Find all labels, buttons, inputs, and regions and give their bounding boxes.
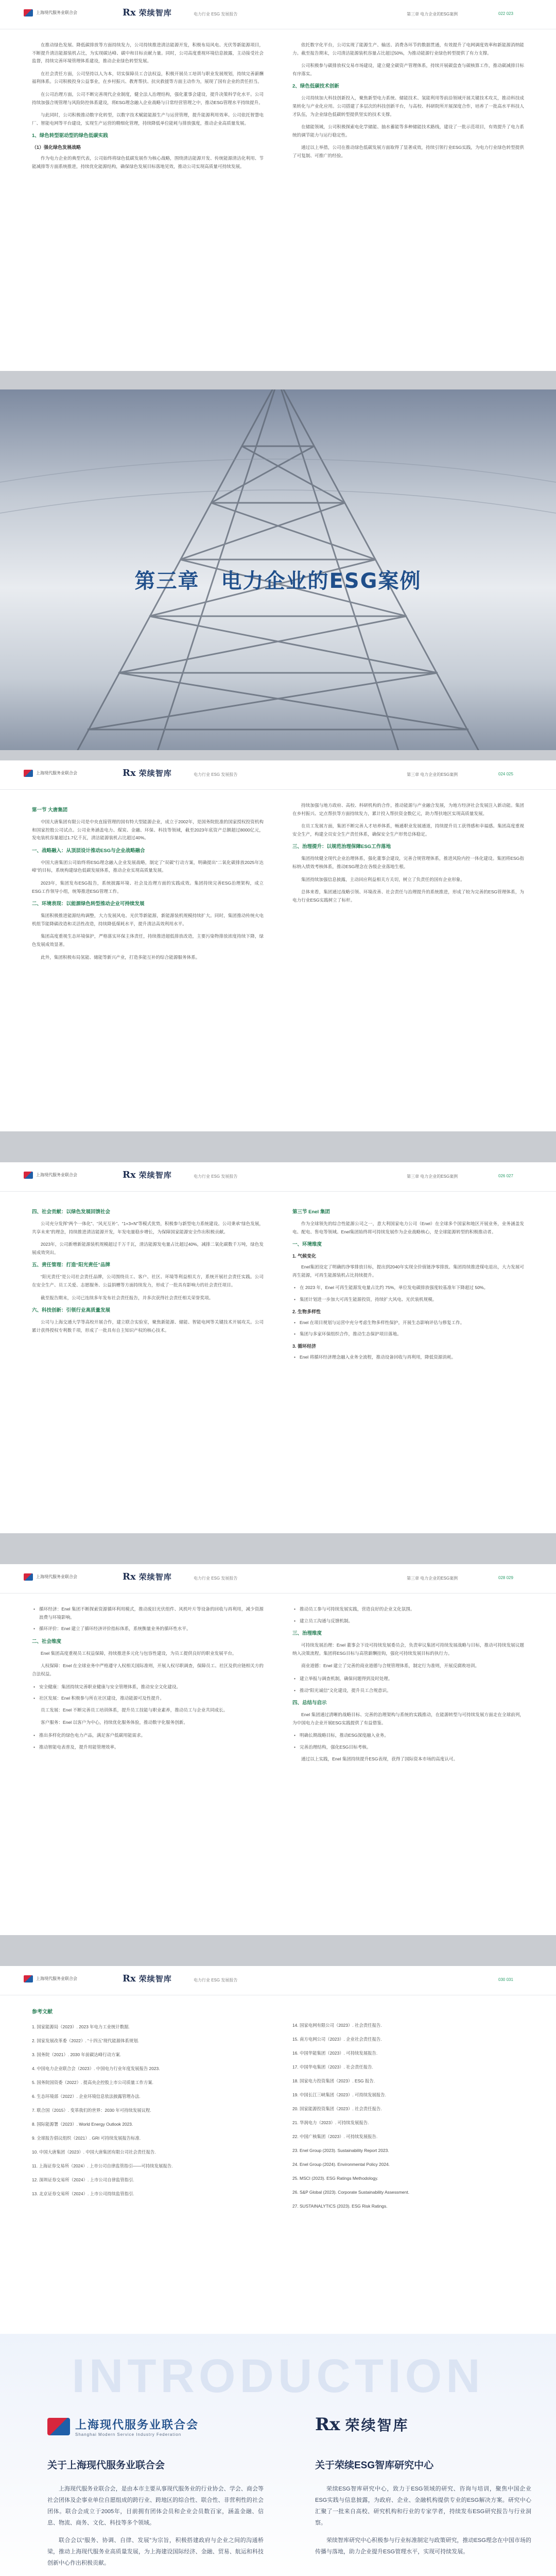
rongxu-about-text — [315, 2483, 531, 2564]
bullet-item: • 建立举报与调查机制，确保问题得到及时处理。 — [292, 1675, 524, 1683]
body-paragraph: 2023年，集团发布ESG报告，系统披露环境、社会及治理方面的实践成效。集团持续完善ESG治理架构，成立ESG工作领导小组，统筹推进ESG管理工作。 — [32, 880, 264, 894]
body-paragraph: 公司充分发挥“两个一体化”、“风光互补”、“1+3+N”等模式优势，积极参与新型电力系统建设。公司秉承“绿色发展，共享未来”的理念，持续推进清洁能源开发，年发电量稳步增长，为保障国家能源安全作出积极贡献。 — [32, 1221, 264, 1234]
page-header — [0, 1162, 556, 1192]
federation-logo: 上海现代服务业联合会 — [24, 1573, 77, 1581]
body-paragraph: 集团高度重视生态环境保护，严格落实环保主体责任，持续推进超低排放改造，主要污染物排放浓度持续下降，绿色发展成效显著。 — [32, 934, 264, 947]
body-paragraph: 集团积极推进能源结构调整，大力发展风电、光伏等新能源，新能源装机规模持续扩大。同时，集团推动传统火电机组节能降碳改造和灵活性改造，持续降低煤耗水平，提升清洁高效利用水平。 — [32, 913, 264, 926]
section-heading: （1）强化绿色发展战略 — [32, 145, 81, 150]
section-heading: 2、绿色低碳技术创新 — [292, 83, 339, 90]
bullet-item: • Enel 在项目规划与运营中充分考虑生物多样性保护，开展生态影响评估与修复工作。 — [292, 1319, 524, 1327]
body-paragraph: 2023年，公司新增新能源装机规模超过千万千瓦，清洁能源发电量占比超过40%，减排二氧化碳数千万吨，绿色发展成效突出。 — [32, 1242, 264, 1255]
header-doc-title: 电力行业 ESG 发展报告 — [194, 1576, 238, 1581]
about-paragraph: 上海现代服务业联合会，是由本市主要从事现代服务业的行业协会、学会、商会等社会团体及企事业单位自愿组成的跨行业、跨地区的综合性、联合性、非营利性的社会团体。联合会成立于2005年，目前拥有团体会员和企业会员数百家，涵盖金融、信息、物流、商务、文化、科技等多个领域。 — [47, 2486, 264, 2526]
bullet-item: • 推动“阳光诚信”文化建设，提升员工合规意识。 — [292, 1687, 524, 1695]
reference-item: 1. 国家能源局（2023）. 2023 年电力工业统计数据. — [32, 2024, 130, 2029]
bullet-item: • 在 2023 年，Enel 可再生能源发电量占比约 75%，单位发电碳排放强度较基准年下降超过 50%。 — [292, 1284, 524, 1292]
report-page-4 — [0, 1564, 556, 1935]
body-paragraph: 中国大唐集团有限公司是中央直接管理的国有特大型能源企业，成立于2002年，是国务院批准的国家授权投资机构和国家控股公司试点。公司业务涵盖电力、煤炭、金融、环保、科技等领域，截至2023年底资产总额超过8000亿元，发电装机容量超过1.7亿千瓦，清洁能源装机占比超过40%。 — [32, 819, 264, 841]
body-paragraph: 集团持续加强信息披露，主动回应利益相关方关切，树立了负责任的国有企业形象。 — [301, 876, 465, 882]
bullet-item: • 集团与多家环保组织合作，推动生态保护项目落地。 — [292, 1330, 524, 1338]
reference-item: 21. 华润电力（2023）. 可持续发展报告. — [292, 2120, 369, 2125]
reference-item: 14. 国家电网有限公司（2023）. 社会责任报告. — [292, 2023, 382, 2028]
report-page-1 — [0, 0, 556, 371]
header-doc-title: 电力行业 ESG 发展报告 — [194, 1174, 238, 1179]
reference-item: 9. 全球报告倡议组织（2021）. GRI 可持续发展报告标准. — [32, 2136, 141, 2141]
body-paragraph: 依托数字化平台，公司实现了能源生产、输送、消费各环节的数据贯通，有效提升了电网调度效率和新能源消纳能力。截至报告期末，公司清洁能源装机容量占比超过50%，为推动能源行业绿色转型提供了有力支撑。 — [292, 42, 524, 56]
cover-watermark: INTRODUCTION — [72, 2350, 484, 2402]
bullet-item: • 社区发展：Enel 积极参与所在社区建设，推动能源可及性提升。 — [32, 1694, 264, 1703]
text-column-left — [32, 1204, 264, 1339]
body-paragraph: 可持续发展治理：Enel 董事会下设可持续发展委员会，负责审议集团可持续发展战略与目标，推动可持续发展议题纳入决策流程。集团将ESG目标与高管薪酬挂钩，强化可持续发展目标的执行力。 — [292, 1642, 524, 1656]
section-heading: 二、社会维度 — [32, 1638, 62, 1645]
rongxu-about-title: 关于荣续ESG智库研究中心 — [315, 2460, 434, 2471]
header-chapter: 第三章 电力企业的ESG案例 — [407, 12, 458, 16]
chapter-title: 第三章 电力企业的ESG案例 — [134, 569, 422, 593]
header-doc-title: 电力行业 ESG 发展报告 — [194, 772, 238, 777]
body-paragraph: 在员工发展方面，集团不断完善人才培养体系，畅通职业发展通道，持续提升员工获得感和幸福感。集团高度重视安全生产，构建全员安全生产责任体系，确保安全生产形势总体稳定。 — [292, 823, 524, 837]
report-page-2 — [0, 760, 556, 1131]
reference-item: 17. 中国华电集团（2023）. 社会责任报告. — [292, 2064, 373, 2070]
federation-about-text — [47, 2483, 264, 2576]
body-paragraph: 中国大唐集团公司始终将ESG理念融入企业发展战略，制定了“双碳”行动方案，明确提出“二氧化碳排放2025年达峰”的目标，系统构建绿色低碳发展体系，推动企业实现高质量发展。 — [32, 859, 264, 873]
bullet-item: • 推动智能电表普及，提升用能管理效率。 — [32, 1743, 264, 1752]
reference-item: 5. 国务院国资委（2022）. 提高央企控股上市公司质量工作方案. — [32, 2080, 153, 2085]
text-column-right — [292, 41, 524, 165]
header-chapter: 第三章 电力企业的ESG案例 — [407, 1576, 458, 1581]
section-heading: 1、绿色转型驱动型的绿色低碳实践 — [32, 133, 108, 139]
bullet-item: • 明确长期战略目标，推动ESG深度融入业务。 — [292, 1732, 524, 1740]
body-paragraph: 商业道德：Enel 建立了完善的商业道德与合规管理体系，制定行为准则，开展反腐败培训。 — [301, 1663, 480, 1669]
body-paragraph: 作为电力企业的典型代表，公司始终将绿色低碳发展作为核心战略，围绕清洁能源开发、传统能源清洁化利用、节能减排等方面系统推进，持续优化能源结构，确保绿色发展目标落地见效，推动公司实现高质量可持续发展。 — [32, 156, 264, 169]
bullet-item: • 推出多样化的绿色电力产品，满足客户低碳用能需求。 — [32, 1732, 264, 1740]
federation-mark-icon — [47, 2418, 70, 2435]
body-paragraph: 与此同时，公司积极推动数字化转型，以数字技术赋能能源生产与运营管理，提升能源利用效率。公司依托智慧电厂、智能电网等平台建设，实现生产运营的精细化管理，持续降低单位能耗与排放强度，推动企业高质量发展。 — [32, 112, 264, 126]
page-number: 026 027 — [498, 1174, 513, 1178]
reference-item: 3. 国务院（2021）. 2030 年前碳达峰行动方案. — [32, 2052, 121, 2057]
section-heading: 四、社会贡献：以绿色发展回馈社会 — [32, 1209, 111, 1215]
references-column-left — [32, 2007, 264, 2204]
page-number: 022 023 — [498, 11, 513, 16]
rongxu-cover-name: 荣续智库 — [345, 2417, 409, 2433]
federation-logo: 上海现代服务业联合会 — [24, 1172, 77, 1179]
body-paragraph: 通过以上实践，Enel 集团持续提升ESG表现，获得了国际资本市场的高度认可。 — [301, 1756, 458, 1761]
rongxu-logo: Rx 荣续智库 — [123, 1973, 172, 1984]
body-paragraph: Enel集团设定了明确的净零排放目标，提出到2040年实现全价值链净零排放。集团持续推进煤电退出，大力发展可再生能源，可再生能源装机占比持续提升。 — [292, 1264, 524, 1278]
rongxu-logo: Rx 荣续智库 — [123, 7, 172, 18]
federation-logo: 上海现代服务业联合会 — [24, 770, 77, 777]
header-doc-title: 电力行业 ESG 发展报告 — [194, 1978, 238, 1982]
reference-item: 26. S&P Global (2023). Corporate Sustainability Assessment. — [292, 2190, 410, 2195]
rongxu-mark-icon: Rx — [315, 2414, 340, 2435]
reference-item: 10. 中国大唐集团（2023）. 中国大唐集团有限公司社会责任报告. — [32, 2149, 156, 2155]
page-number: 024 025 — [498, 772, 513, 776]
page-header — [0, 1564, 556, 1594]
body-paragraph: 截至报告期末，公司已连续多年发布社会责任报告，并多次获得社会责任相关荣誉奖项。 — [41, 1295, 214, 1300]
section-heading: 2. 生物多样性 — [292, 1309, 321, 1314]
bullet-item: • 完善治理结构，强化ESG目标考核。 — [292, 1743, 524, 1752]
section-heading: 第三节 Enel 集团 — [292, 1209, 330, 1215]
section-heading: 二、环境表现：以能源绿色转型推动企业可持续发展 — [32, 901, 145, 907]
federation-cover-logo — [47, 2416, 199, 2437]
reference-item: 25. MSCI (2023). ESG Ratings Methodology. — [292, 2176, 378, 2181]
references-title: 参考文献 — [32, 2009, 53, 2015]
references-page — [0, 1966, 556, 2334]
reference-item: 4. 中国电力企业联合会（2023）. 中国电力行业年度发展报告 2023. — [32, 2066, 160, 2071]
reference-item: 11. 上海证券交易所（2024）. 上市公司自律监管指引——可持续发展报告. — [32, 2163, 173, 2168]
reference-item: 16. 中国华能集团（2023）. 可持续发展报告. — [292, 2050, 378, 2056]
body-paragraph: 总体来看，集团通过战略引领、环境改善、社会责任与治理提升的系统推进，形成了较为完善的ESG管理体系，为电力行业ESG实践树立了标杆。 — [292, 889, 524, 903]
about-paragraph: 荣续智库研究中心积极参与行业标准制定与政策研究，推动ESG理念在中国市场的传播与落地，助力企业提升ESG管理水平，实现可持续发展。 — [315, 2537, 531, 2555]
header-doc-title: 电力行业 ESG 发展报告 — [194, 12, 238, 16]
section-heading: 一、环境维度 — [292, 1242, 322, 1248]
reference-item: 6. 生态环境部（2022）. 企业环境信息依法披露管理办法. — [32, 2094, 141, 2099]
bullet-item: • 推动员工参与可持续发展实践，营造良好的企业文化氛围。 — [292, 1605, 524, 1614]
chapter-banner — [0, 389, 556, 750]
body-paragraph: 在公司治理方面，公司不断完善现代企业制度，健全法人治理结构，强化董事会建设，提升决策科学化水平。公司持续加强合规管理与风险防控体系建设，将ESG理念融入企业战略与日常经营管理之中，推动ESG管理水平持续提升。 — [32, 91, 264, 105]
section-heading: 三、治理维度 — [292, 1631, 322, 1637]
about-paragraph: 联合会以“服务、协调、自律、发展”为宗旨，积极搭建政府与企业之间的沟通桥梁，推动上海现代服务业高质量发展，为上海建设国际经济、金融、贸易、航运和科技创新中心作出积极贡献。 — [47, 2537, 264, 2566]
back-cover — [0, 2334, 556, 2576]
body-paragraph: 通过以上举措，公司在推动绿色低碳发展方面取得了显著成效，持续引领行业ESG实践，为电力行业绿色转型提供了可复制、可推广的经验。 — [292, 145, 524, 158]
body-paragraph: 人权保障：Enel 在全球业务中严格遵守人权相关国际准则，开展人权尽职调查，保障员工、社区及供应链相关方的合法权益。 — [32, 1663, 264, 1676]
bullet-item: • 循环评价：Enel 建立了循环经济评价指标体系，系统衡量业务的循环性水平。 — [32, 1625, 264, 1633]
text-column-right — [292, 802, 524, 909]
bullet-item: • Enel 将循环经济理念融入业务全流程，推动设备回收与再利用，降低资源消耗。 — [292, 1353, 524, 1362]
page-number: 028 029 — [498, 1575, 513, 1580]
text-column-left — [32, 41, 264, 176]
rongxu-logo: Rx 荣续智库 — [123, 768, 172, 778]
report-page-3 — [0, 1162, 556, 1533]
bullet-item: • 安全健康：集团持续完善职业健康与安全管理体系，推动安全文化建设。 — [32, 1683, 264, 1691]
body-paragraph: 公司持续加大科技创新投入，聚焦新型电力系统、储能技术、氢能利用等前沿领域开展关键技术攻关，推动科技成果转化与产业化应用。公司搭建了多层次的科技创新平台，与高校、科研院所开展深度合作，培养了一批高水平科技人才队伍，为企业绿色低碳转型提供坚实的技术支撑。 — [292, 95, 524, 117]
body-paragraph: 作为全球领先的综合性能源公司之一，意大利国家电力公司（Enel）在全球多个国家和地区开展业务，业务涵盖发电、配电、售电等领域。Enel集团始终将可持续发展作为企业战略核心，是全球能源转型的积极推动者。 — [292, 1221, 524, 1234]
page-header — [0, 760, 556, 790]
federation-cover-name: 上海现代服务业联合会 — [75, 2418, 199, 2431]
section-heading: 四、总结与启示 — [292, 1700, 327, 1706]
bullet-item: • 循环经济：Enel 集团不断探索资源循环利用模式，推动废旧光伏组件、风机叶片等设备的回收与再利用，减少资源浪费与环境影响。 — [32, 1605, 264, 1621]
about-paragraph: 荣续ESG智库研究中心，致力于ESG领域的研究、咨询与培训，聚焦中国企业ESG实践与信息披露，为政府、企业、金融机构提供专业的ESG解决方案。研究中心汇聚了一批来自高校、研究机构和行业的专家学者，持续发布ESG研究报告与行业洞察。 — [315, 2486, 531, 2526]
rongxu-cover-logo — [315, 2414, 409, 2435]
body-paragraph: 在推动绿色发展、降低碳排放等方面持续发力，公司持续推进清洁能源开发，积极布局风电、光伏等新能源项目，不断提升清洁能源装机占比，为实现碳达峰、碳中和目标贡献力量。同时，公司高度重视环境信息披露，主动接受社会监督，持续完善环境管理体系建设，推动企业绿色转型发展。 — [32, 42, 264, 64]
body-paragraph: 集团持续健全现代企业治理体系，强化董事会建设，完善合规管理体系，推进风险内控一体化建设。集团将ESG指标纳入绩效考核体系，推动ESG理念在各级企业落地生根。 — [292, 856, 524, 869]
reference-item: 22. 中国广核集团（2023）. 可持续发展报告. — [292, 2134, 378, 2139]
body-paragraph: 客户服务：Enel 以客户为中心，持续优化服务体验，推动数字化服务创新。 — [41, 1720, 188, 1725]
body-paragraph: 持续加强与地方政府、高校、科研机构的合作，推动能源与产业融合发展，为地方经济社会发展注入新动能。集团在乡村振兴、定点帮扶等方面持续发力，累计投入帮扶资金数亿元，助力帮扶地区实现高质量发展。 — [292, 803, 524, 816]
federation-logo: 上海现代服务业联合会 — [24, 1975, 77, 1982]
header-chapter: 第三章 电力企业的ESG案例 — [407, 1174, 458, 1179]
text-column-right — [292, 1605, 524, 1768]
page-number: 030 031 — [498, 1977, 513, 1982]
bullet-item: • 集团计划进一步加大可再生能源投资，持续扩大风电、光伏装机规模。 — [292, 1296, 524, 1304]
body-paragraph: “阳光责任”是公司社会责任品牌，公司围绕员工、客户、社区、环境等利益相关方，系统开展社会责任实践。公司在安全生产、员工关爱、志愿服务、公益捐赠等方面持续发力，形成了一批具有影响力的社会责任项目。 — [32, 1274, 264, 1287]
reference-item: 24. Enel Group (2024). Environmental Policy 2024. — [292, 2162, 390, 2167]
reference-item: 8. 国际能源署（2023）. World Energy Outlook 2023. — [32, 2122, 133, 2127]
section-heading: 一、战略融入：从顶层设计推动ESG与企业战略融合 — [32, 848, 145, 854]
section-heading: 三、治理提升：以规范治理保障ESG工作落地 — [292, 844, 391, 850]
reference-item: 18. 国家电力投资集团（2023）. ESG 报告. — [292, 2078, 375, 2083]
reference-item: 27. SUSTAINALYTICS (2023). ESG Risk Ratings. — [292, 2204, 388, 2209]
reference-item: 12. 深圳证券交易所（2024）. 上市公司自律监管指引. — [32, 2177, 134, 2182]
reference-item: 20. 国家能源投资集团（2023）. 社会责任报告. — [292, 2106, 382, 2111]
bullet-item: • 建立员工沟通与反馈机制。 — [292, 1617, 524, 1625]
body-paragraph: 公司积极参与碳排放权交易市场建设，建立健全碳资产管理体系，持续开展碳盘查与碳核算工作，推动碳减排目标有序落实。 — [292, 63, 524, 76]
text-column-left — [32, 802, 264, 966]
references-column-right — [292, 2022, 524, 2216]
section-heading: 五、责任管理：打造“阳光责任”品牌 — [32, 1262, 111, 1268]
section-heading: 六、科技创新：引领行业高质量发展 — [32, 1308, 111, 1314]
federation-logo: 上海现代服务业联合会 — [24, 9, 77, 16]
reference-item: 13. 北京证券交易所（2024）. 上市公司持续监管指引. — [32, 2191, 134, 2196]
text-column-right — [292, 1204, 524, 1365]
page-header — [0, 0, 556, 29]
federation-about-title: 关于上海现代服务业联合会 — [47, 2460, 165, 2471]
body-paragraph: 员工发展：Enel 不断完善员工培训体系，提升员工技能与职业素养，推动员工与企业共同成长。 — [41, 1707, 228, 1713]
reference-item: 2. 国家发展改革委（2022）. “十四五”现代能源体系规划. — [32, 2038, 139, 2043]
page-header — [0, 1966, 556, 1995]
federation-cover-en: Shanghai Modern Service Industry Federation — [75, 2432, 182, 2437]
reference-item: 15. 南方电网公司（2023）. 企业社会责任报告. — [292, 2037, 382, 2042]
body-paragraph: Enel 集团通过清晰的战略目标、完善的治理架构与系统的实践推动，在能源转型与可持续发展方面走在全球前列，为中国电力企业开展ESG实践提供了有益借鉴。 — [292, 1712, 524, 1725]
body-paragraph: Enel 集团高度重视员工权益保障，持续推进多元化与包容性建设，为员工提供良好的职业发展平台。 — [41, 1650, 237, 1656]
body-paragraph: 此外，集团积极布局氢能、储能等新兴产业，打造多能互补的综合能源服务体系。 — [41, 954, 200, 960]
reference-item: 23. Enel Group (2023). Sustainability Report 2023. — [292, 2148, 389, 2153]
rongxu-logo: Rx 荣续智库 — [123, 1170, 172, 1180]
header-chapter: 第三章 电力企业的ESG案例 — [407, 772, 458, 777]
body-paragraph: 公司与上海交通大学等高校开展合作，建立联合实验室，聚焦新能源、储能、智能电网等关键技术开展攻关。公司累计获得授权专利数千项，形成了一批具有自主知识产权的核心技术。 — [32, 1319, 264, 1333]
reference-item: 19. 中国长江三峡集团（2023）. 可持续发展报告. — [292, 2092, 386, 2097]
section-heading: 1. 气候变化 — [292, 1253, 317, 1259]
body-paragraph: 在社会责任方面，公司坚持以人为本，切实保障员工合法权益，积极开展员工培训与职业发展规划，持续完善薪酬福利体系。公司积极投身公益事业，在乡村振兴、教育帮扶、抗灾救援等方面主动作为，展现了国有企业的责任担当。 — [32, 71, 264, 84]
section-heading: 3. 循环经济 — [292, 1343, 317, 1349]
text-column-left — [32, 1605, 264, 1755]
rongxu-logo: Rx 荣续智库 — [123, 1571, 172, 1582]
section-heading: 第一节 大唐集团 — [32, 807, 68, 813]
body-paragraph: 在储能领域，公司积极探索电化学储能、抽水蓄能等多种储能技术路线，建设了一批示范项目，有效提升了电力系统的调节能力与运行稳定性。 — [292, 124, 524, 138]
reference-item: 7. 联合国（2015）. 变革我们的世界：2030 年可持续发展议程. — [32, 2108, 151, 2113]
